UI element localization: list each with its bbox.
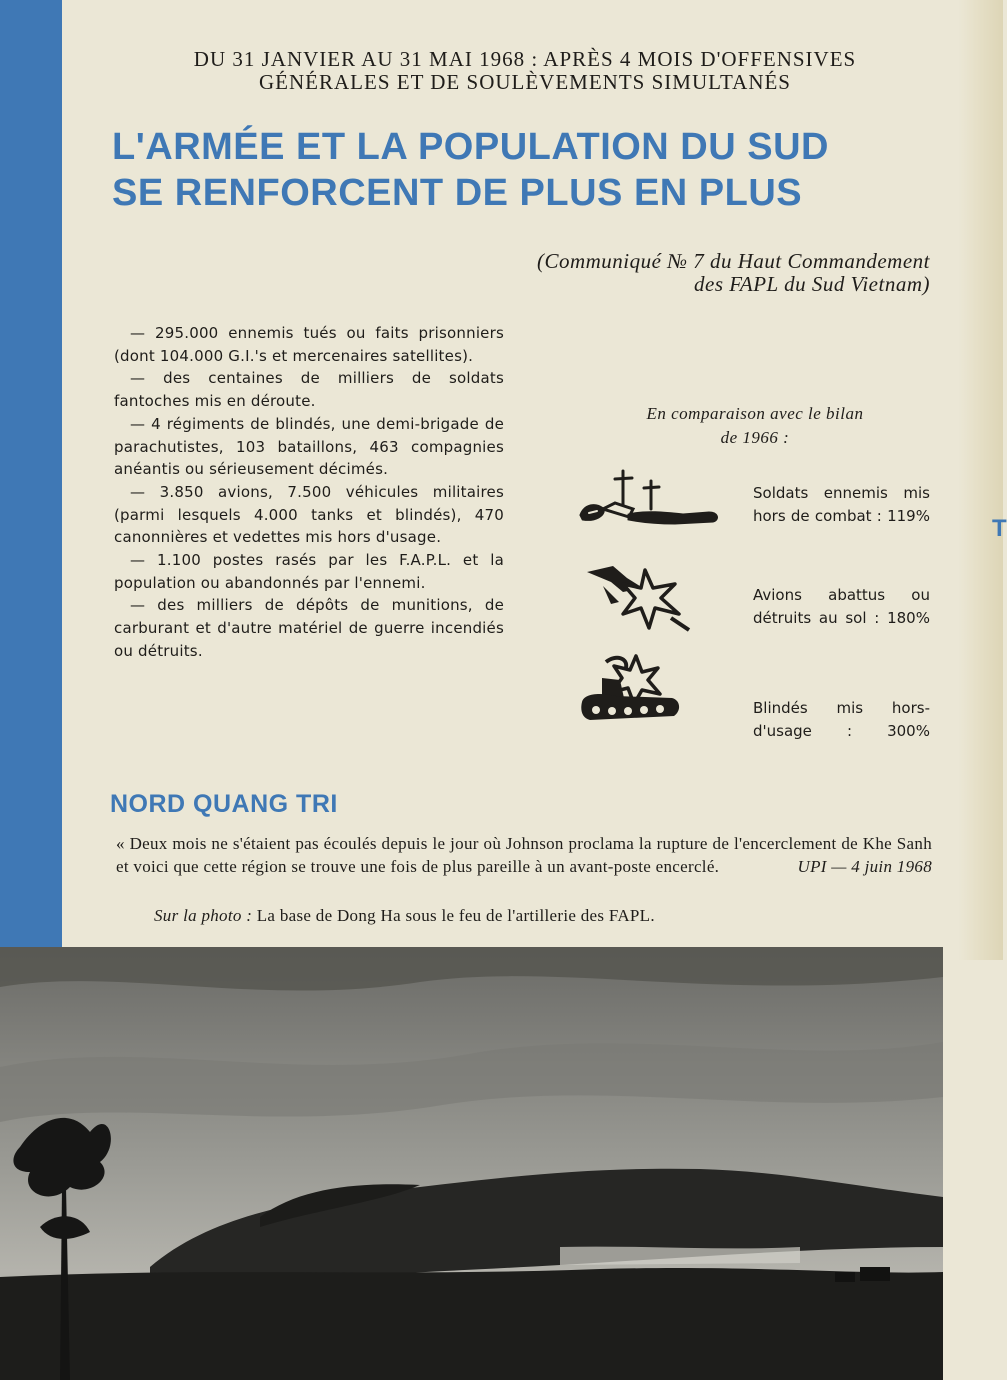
source-attribution	[380, 250, 930, 296]
stat-tanks-value: : 300%	[846, 722, 930, 740]
facing-page-glyph: T	[992, 515, 1007, 542]
list-item: — 3.850 avions, 7.500 véhicules militaires (parmi lesquels 4.000 tanks et blindés), 470 canonnières et vedettes mis hors d'usage.	[114, 482, 504, 547]
bullet-list	[114, 322, 504, 663]
stat-planes-label: Avions abattus ou détruits au sol	[753, 586, 930, 627]
facing-page-bleed	[958, 0, 1007, 960]
source-line-2: des FAPL du Sud Vietnam)	[694, 272, 930, 296]
comparison-intro-line-2: de 1966 :	[720, 428, 790, 447]
stat-tanks	[753, 697, 930, 743]
fallen-soldiers-icon	[575, 465, 725, 534]
stat-soldiers-label: Soldats ennemis mis hors de combat	[753, 484, 930, 525]
stat-soldiers	[753, 482, 930, 528]
list-item: — 4 régiments de blindés, une demi-brigade de parachutistes, 103 bataillons, 463 compagnies anéantis ou sérieusement décimés.	[114, 414, 504, 479]
downed-plane-icon	[583, 558, 693, 637]
dong-ha-photo	[0, 947, 943, 1380]
stat-tanks-label: Blindés mis hors-d'usage	[753, 699, 930, 740]
stat-soldiers-value: : 119%	[876, 507, 930, 525]
quote-citation: UPI — 4 juin 1968	[797, 857, 932, 876]
list-item: — des milliers de dépôts de munitions, de carburant et d'autre matériel de guerre incendiés ou détruits.	[114, 596, 504, 660]
comparison-intro-line-1: En comparaison avec le bilan	[646, 404, 864, 423]
source-line-1: (Communiqué № 7 du Haut Commandement	[536, 249, 930, 273]
photo-caption	[116, 904, 932, 927]
destroyed-tank-icon	[576, 650, 686, 734]
comparison-intro	[605, 402, 905, 450]
headline-line-2: SE RENFORCENT DE PLUS EN PLUS	[112, 172, 803, 214]
section-title: NORD QUANG TRI	[110, 790, 338, 818]
kicker-line-1: DU 31 JANVIER AU 31 MAI 1968 : APRÈS 4 MOIS D'OFFENSIVES	[193, 47, 857, 71]
press-quote	[116, 832, 932, 878]
caption-lead: Sur la photo :	[154, 906, 253, 925]
caption-text: La base de Dong Ha sous le feu de l'artillerie des FAPL.	[256, 906, 655, 925]
page-title	[112, 124, 912, 216]
stat-planes-value: : 180%	[874, 609, 930, 627]
list-item: — 1.100 postes rasés par les F.A.P.L. et la population ou abandonnés par l'ennemi.	[114, 551, 504, 592]
stat-planes	[753, 584, 930, 630]
quote-text: « Deux mois ne s'étaient pas écoulés depuis le jour où Johnson proclama la rupture de l'encerclement de Khe Sanh et voici que cette région se trouve une fois de plus pareille à un avant-poste encerclé.	[116, 834, 932, 876]
kicker-line-2: GÉNÉRALES ET DE SOULÈVEMENTS SIMULTANÉS	[259, 70, 791, 94]
headline-line-1: L'ARMÉE ET LA POPULATION DU SUD	[112, 126, 829, 168]
kicker	[100, 48, 950, 94]
list-item: — 295.000 ennemis tués ou faits prisonniers (dont 104.000 G.I.'s et mercenaires satellites).	[114, 324, 504, 365]
list-item: — des centaines de milliers de soldats fantoches mis en déroute.	[114, 369, 504, 411]
top-blue-margin	[0, 0, 62, 955]
